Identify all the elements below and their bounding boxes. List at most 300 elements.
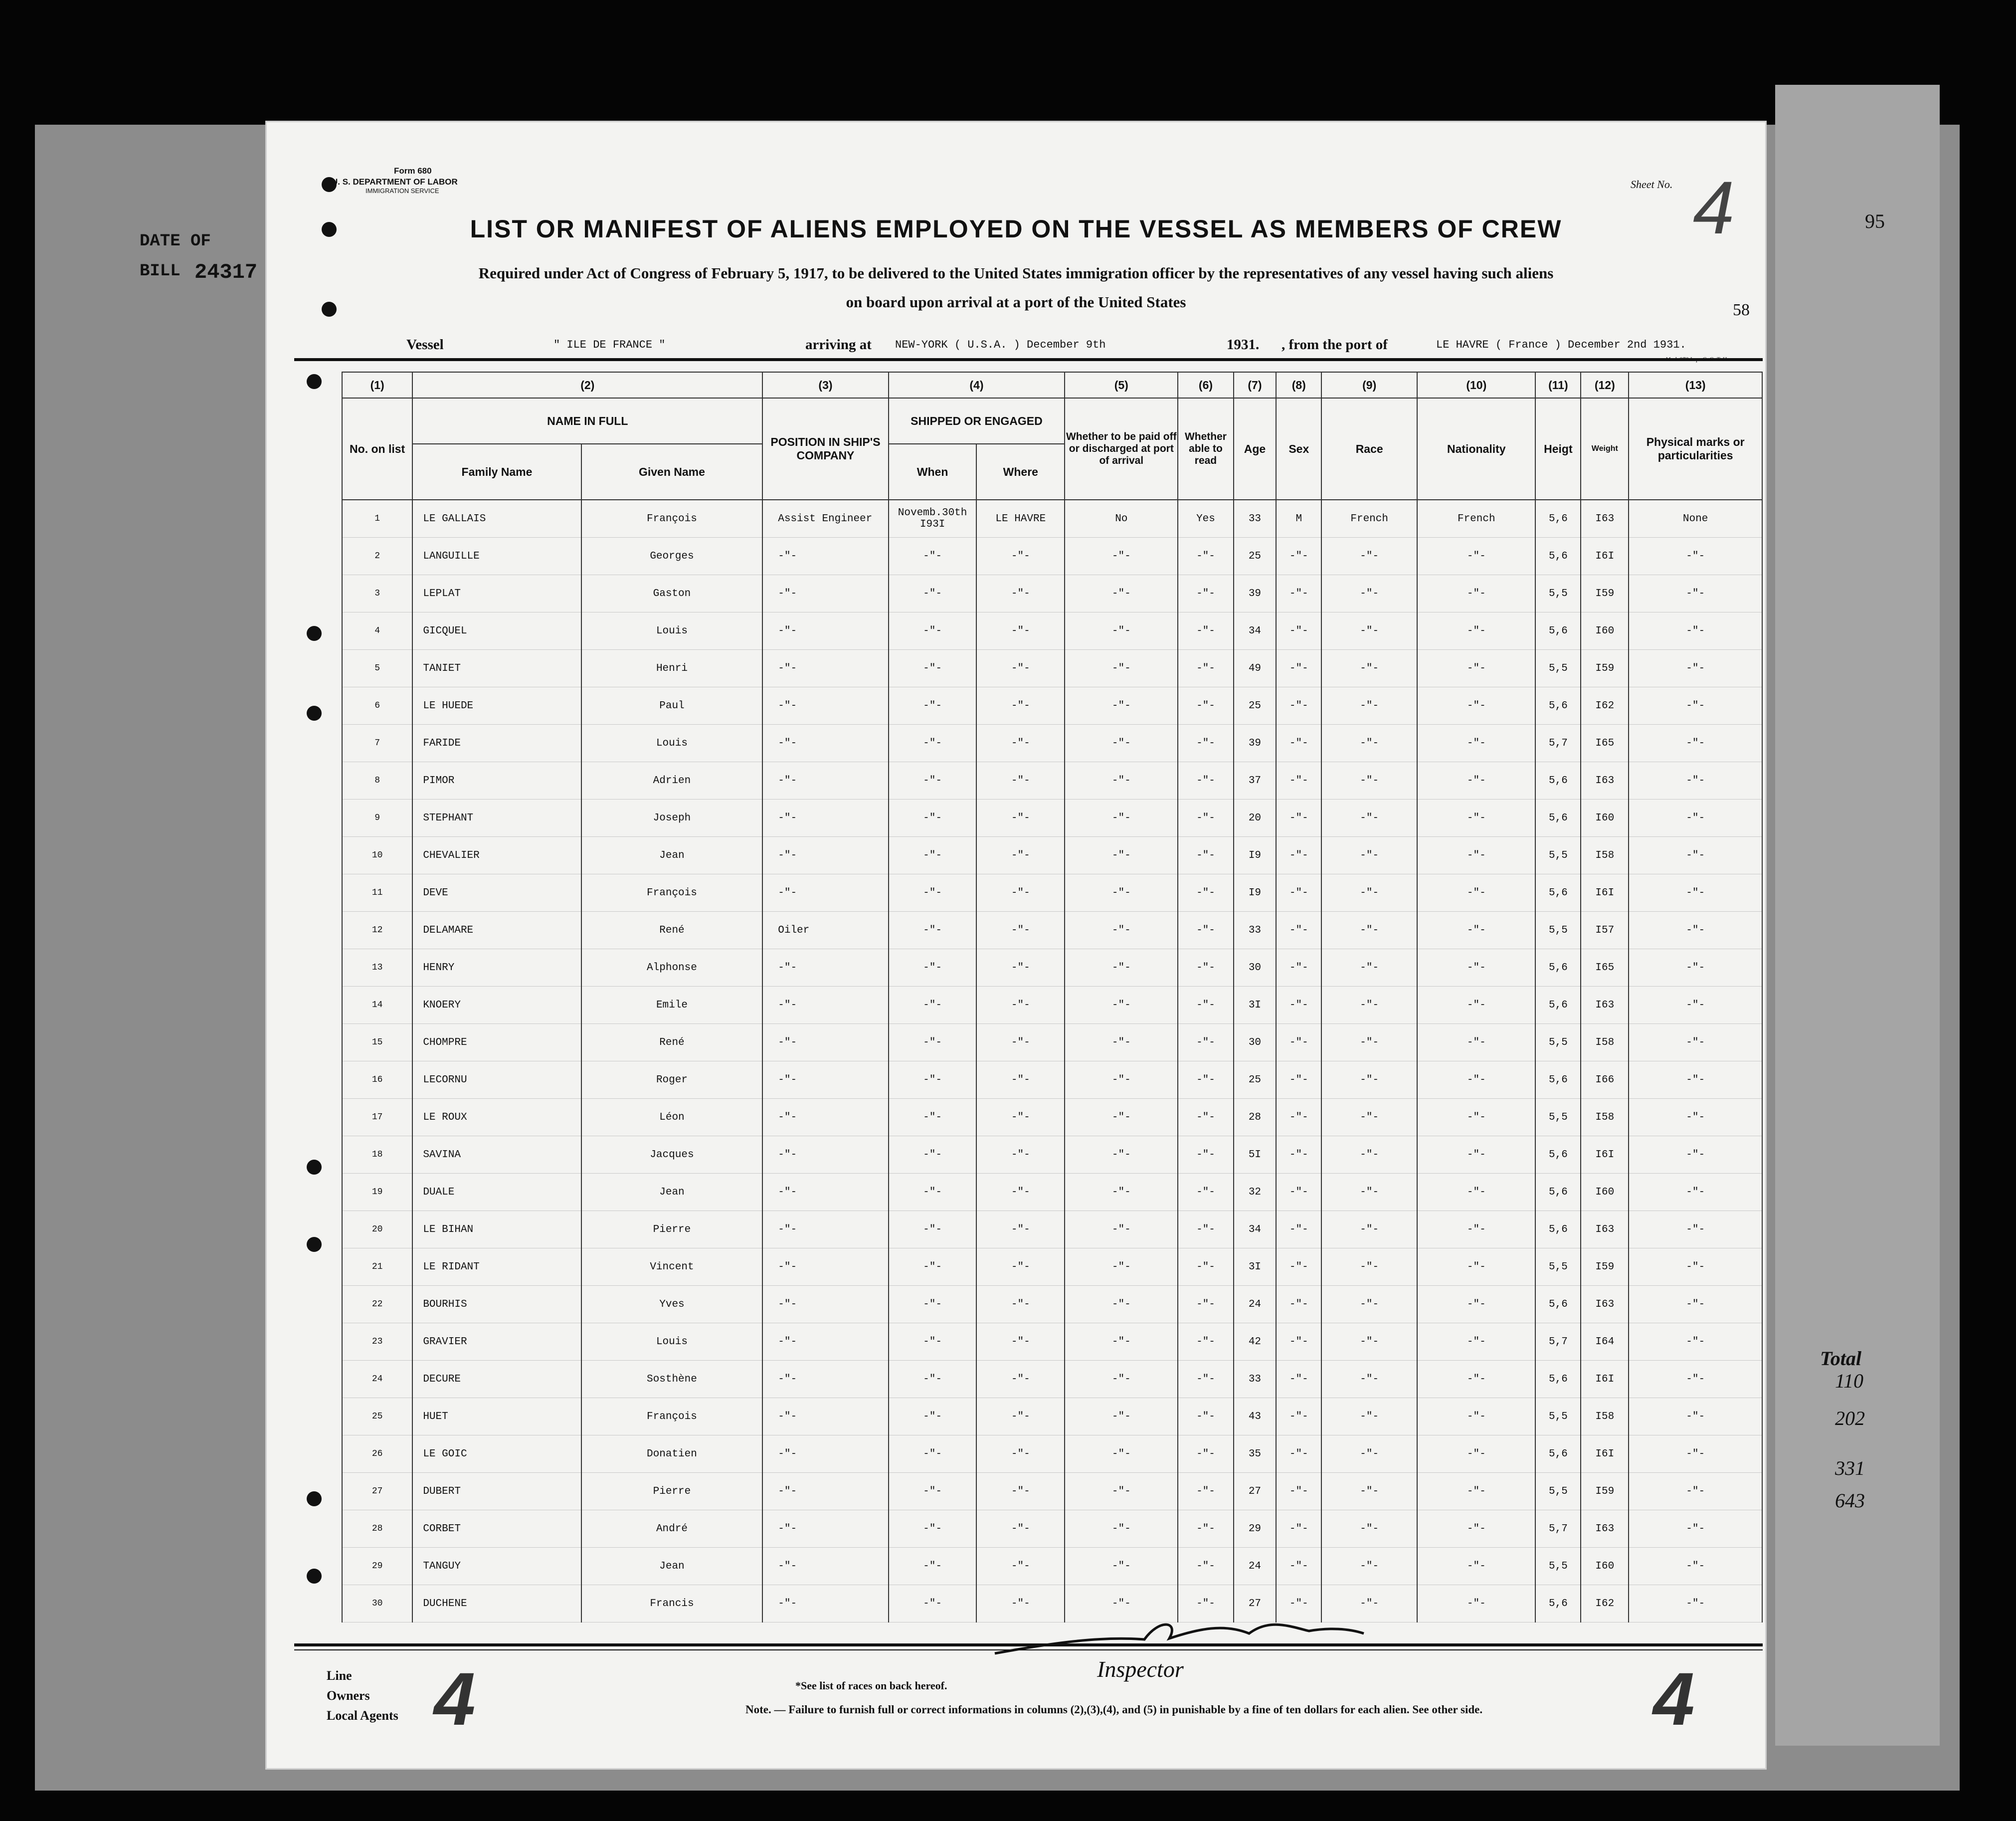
age-cell: 33: [1234, 912, 1277, 949]
sex-cell: M: [1276, 500, 1321, 538]
given-name-cell: Jacques: [581, 1136, 763, 1174]
col-7-num: (7): [1234, 372, 1277, 398]
race-cell: -"-: [1321, 725, 1417, 762]
height-cell: 5,5: [1535, 1398, 1581, 1435]
table-row: [294, 1435, 1762, 1473]
age-cell: 35: [1234, 1435, 1277, 1473]
shipped-where-cell: -"-: [976, 949, 1065, 987]
shipped-when-cell: -"-: [889, 874, 977, 912]
nationality-cell: -"-: [1417, 1248, 1535, 1286]
col-shipped-header: SHIPPED OR ENGAGED: [889, 398, 1065, 444]
row-margin: [294, 1473, 342, 1510]
table-row: [294, 1398, 1762, 1435]
family-name-cell: LE ROUX: [412, 1099, 581, 1136]
paid-off-cell: -"-: [1065, 1510, 1178, 1548]
sex-cell: -"-: [1276, 1248, 1321, 1286]
row-number-cell: 8: [342, 762, 412, 800]
shipped-when-cell: -"-: [889, 538, 977, 575]
table-row: [294, 1473, 1762, 1510]
row-margin: [294, 1061, 342, 1099]
sex-cell: -"-: [1276, 1211, 1321, 1248]
sex-cell: -"-: [1276, 1174, 1321, 1211]
shipped-when-cell: -"-: [889, 1099, 977, 1136]
race-cell: -"-: [1321, 1024, 1417, 1061]
age-cell: 24: [1234, 1286, 1277, 1323]
row-margin: [294, 1286, 342, 1323]
position-cell: -"-: [762, 687, 888, 725]
height-cell: 5,6: [1535, 538, 1581, 575]
physical-marks-cell: -"-: [1629, 762, 1762, 800]
table-row: [294, 650, 1762, 687]
able-to-read-cell: -"-: [1178, 987, 1233, 1024]
height-cell: 5,7: [1535, 1510, 1581, 1548]
paid-off-cell: -"-: [1065, 1174, 1178, 1211]
table-row: [294, 837, 1762, 874]
requirement-line-1: Required under Act of Congress of February 5, 1917, to be delivered to the United States immigration officer by the representatives of any vessel having such aliens: [478, 264, 1554, 282]
row-number-cell: 3: [342, 575, 412, 612]
physical-marks-cell: -"-: [1629, 1061, 1762, 1099]
physical-marks-cell: -"-: [1629, 538, 1762, 575]
shipped-where-cell: -"-: [976, 1099, 1065, 1136]
row-margin: [294, 987, 342, 1024]
weight-cell: I58: [1581, 1398, 1629, 1435]
position-cell: -"-: [762, 1323, 888, 1361]
position-cell: -"-: [762, 1473, 888, 1510]
row-margin: [294, 762, 342, 800]
sex-cell: -"-: [1276, 1323, 1321, 1361]
age-cell: 39: [1234, 575, 1277, 612]
table-row: [294, 1361, 1762, 1398]
row-number-cell: 13: [342, 949, 412, 987]
given-name-cell: Henri: [581, 650, 763, 687]
family-name-cell: LE GALLAIS: [412, 500, 581, 538]
requirement-line-2: on board upon arrival at a port of the United States: [846, 293, 1186, 311]
race-cell: -"-: [1321, 1398, 1417, 1435]
nationality-cell: -"-: [1417, 1099, 1535, 1136]
family-name-cell: BOURHIS: [412, 1286, 581, 1323]
shipped-where-cell: -"-: [976, 1398, 1065, 1435]
position-cell: -"-: [762, 1024, 888, 1061]
position-cell: -"-: [762, 874, 888, 912]
page-title: LIST OR MANIFEST OF ALIENS EMPLOYED ON THE VESSEL AS MEMBERS OF CREW: [470, 215, 1562, 243]
given-name-cell: Paul: [581, 687, 763, 725]
shipped-where-cell: -"-: [976, 762, 1065, 800]
nationality-cell: -"-: [1417, 1398, 1535, 1435]
paid-off-cell: -"-: [1065, 762, 1178, 800]
height-cell: 5,5: [1535, 575, 1581, 612]
sex-cell: -"-: [1276, 987, 1321, 1024]
row-number-cell: 24: [342, 1361, 412, 1398]
physical-marks-cell: None: [1629, 500, 1762, 538]
page-number: 95: [1865, 210, 1885, 232]
race-cell: -"-: [1321, 1435, 1417, 1473]
age-cell: 32: [1234, 1174, 1277, 1211]
col-when-header: When: [889, 444, 977, 500]
nationality-cell: -"-: [1417, 912, 1535, 949]
race-cell: -"-: [1321, 612, 1417, 650]
weight-cell: I63: [1581, 1510, 1629, 1548]
paid-off-cell: -"-: [1065, 1435, 1178, 1473]
able-to-read-cell: -"-: [1178, 874, 1233, 912]
paid-off-cell: -"-: [1065, 538, 1178, 575]
family-name-cell: SAVINA: [412, 1136, 581, 1174]
physical-marks-cell: -"-: [1629, 1099, 1762, 1136]
age-cell: 34: [1234, 612, 1277, 650]
bill-stamp-label: BILL: [140, 262, 181, 281]
family-name-cell: LECORNU: [412, 1061, 581, 1099]
sex-cell: -"-: [1276, 1548, 1321, 1585]
nationality-cell: -"-: [1417, 1286, 1535, 1323]
shipped-where-cell: -"-: [976, 1136, 1065, 1174]
race-cell: -"-: [1321, 1323, 1417, 1361]
paid-off-cell: -"-: [1065, 1024, 1178, 1061]
weight-cell: I59: [1581, 650, 1629, 687]
paid-off-cell: -"-: [1065, 874, 1178, 912]
given-name-cell: Jean: [581, 1174, 763, 1211]
row-number-cell: 10: [342, 837, 412, 874]
col-age-header: Age: [1234, 398, 1277, 500]
given-name-cell: François: [581, 874, 763, 912]
race-cell: -"-: [1321, 1473, 1417, 1510]
paid-off-cell: -"-: [1065, 1548, 1178, 1585]
position-cell: -"-: [762, 1099, 888, 1136]
age-cell: 27: [1234, 1473, 1277, 1510]
race-cell: -"-: [1321, 1174, 1417, 1211]
col-13-num: (13): [1629, 372, 1762, 398]
physical-marks-cell: -"-: [1629, 1174, 1762, 1211]
corner-number: 58: [1733, 301, 1750, 319]
position-cell: -"-: [762, 1061, 888, 1099]
table-row: [294, 687, 1762, 725]
col-where-header: Where: [976, 444, 1065, 500]
able-to-read-cell: -"-: [1178, 837, 1233, 874]
physical-marks-cell: -"-: [1629, 987, 1762, 1024]
row-margin: [294, 1174, 342, 1211]
age-cell: 43: [1234, 1398, 1277, 1435]
shipped-when-cell: Novemb.30th I93I: [889, 500, 977, 538]
able-to-read-cell: -"-: [1178, 1585, 1233, 1622]
paid-off-cell: -"-: [1065, 1286, 1178, 1323]
shipped-where-cell: -"-: [976, 575, 1065, 612]
col-5-num: (5): [1065, 372, 1178, 398]
col-name-header: NAME IN FULL: [412, 398, 762, 444]
row-margin: [294, 1323, 342, 1361]
table-row: [294, 1136, 1762, 1174]
shipped-where-cell: -"-: [976, 837, 1065, 874]
paid-off-cell: -"-: [1065, 575, 1178, 612]
row-number-cell: 16: [342, 1061, 412, 1099]
col-read-header: Whether able to read: [1178, 398, 1233, 500]
age-cell: I9: [1234, 874, 1277, 912]
weight-cell: I66: [1581, 1061, 1629, 1099]
family-name-cell: KNOERY: [412, 987, 581, 1024]
age-cell: 28: [1234, 1099, 1277, 1136]
row-margin: [294, 1435, 342, 1473]
row-margin: [294, 1510, 342, 1548]
sex-cell: -"-: [1276, 1398, 1321, 1435]
able-to-read-cell: -"-: [1178, 1323, 1233, 1361]
weight-cell: I62: [1581, 687, 1629, 725]
weight-cell: I64: [1581, 1323, 1629, 1361]
able-to-read-cell: -"-: [1178, 1099, 1233, 1136]
height-cell: 5,6: [1535, 1136, 1581, 1174]
family-name-cell: DELAMARE: [412, 912, 581, 949]
able-to-read-cell: -"-: [1178, 612, 1233, 650]
row-number-cell: 11: [342, 874, 412, 912]
weight-cell: I58: [1581, 837, 1629, 874]
row-number-cell: 23: [342, 1323, 412, 1361]
shipped-when-cell: -"-: [889, 612, 977, 650]
shipped-when-cell: -"-: [889, 800, 977, 837]
sex-cell: -"-: [1276, 837, 1321, 874]
row-margin: [294, 1136, 342, 1174]
given-name-cell: Francis: [581, 1585, 763, 1622]
physical-marks-cell: -"-: [1629, 1548, 1762, 1585]
weight-cell: I57: [1581, 912, 1629, 949]
shipped-where-cell: -"-: [976, 650, 1065, 687]
shipped-when-cell: -"-: [889, 1174, 977, 1211]
race-cell: -"-: [1321, 837, 1417, 874]
nationality-cell: -"-: [1417, 687, 1535, 725]
age-cell: 29: [1234, 1510, 1277, 1548]
row-margin: [294, 837, 342, 874]
row-margin: [294, 687, 342, 725]
weight-cell: I59: [1581, 1473, 1629, 1510]
age-cell: 42: [1234, 1323, 1277, 1361]
shipped-where-cell: -"-: [976, 800, 1065, 837]
height-cell: 5,5: [1535, 912, 1581, 949]
age-cell: 49: [1234, 650, 1277, 687]
table-row: [294, 1248, 1762, 1286]
position-cell: -"-: [762, 1585, 888, 1622]
able-to-read-cell: -"-: [1178, 1248, 1233, 1286]
weight-cell: I60: [1581, 1174, 1629, 1211]
sheet-label: Sheet No.: [1631, 178, 1673, 191]
shipped-when-cell: -"-: [889, 1211, 977, 1248]
col-position-header: POSITION IN SHIP'S COMPANY: [762, 398, 888, 500]
shipped-when-cell: -"-: [889, 762, 977, 800]
vessel-label: Vessel: [406, 337, 444, 353]
sex-cell: -"-: [1276, 725, 1321, 762]
shipped-where-cell: -"-: [976, 987, 1065, 1024]
shipped-when-cell: -"-: [889, 650, 977, 687]
shipped-when-cell: -"-: [889, 1361, 977, 1398]
physical-marks-cell: -"-: [1629, 687, 1762, 725]
shipped-when-cell: -"-: [889, 575, 977, 612]
height-cell: 5,6: [1535, 1585, 1581, 1622]
height-cell: 5,7: [1535, 725, 1581, 762]
race-cell: -"-: [1321, 949, 1417, 987]
physical-marks-cell: -"-: [1629, 1398, 1762, 1435]
weight-cell: I63: [1581, 987, 1629, 1024]
family-name-cell: STEPHANT: [412, 800, 581, 837]
able-to-read-cell: -"-: [1178, 1286, 1233, 1323]
shipped-when-cell: -"-: [889, 1061, 977, 1099]
nationality-cell: -"-: [1417, 1435, 1535, 1473]
physical-marks-cell: -"-: [1629, 1211, 1762, 1248]
paid-off-cell: -"-: [1065, 949, 1178, 987]
physical-marks-cell: -"-: [1629, 800, 1762, 837]
family-name-cell: HENRY: [412, 949, 581, 987]
row-number-cell: 30: [342, 1585, 412, 1622]
shipped-when-cell: -"-: [889, 949, 977, 987]
row-number-cell: 25: [342, 1398, 412, 1435]
table-row: [294, 1099, 1762, 1136]
given-name-cell: Léon: [581, 1099, 763, 1136]
paid-off-cell: -"-: [1065, 650, 1178, 687]
sex-cell: -"-: [1276, 612, 1321, 650]
position-cell: -"-: [762, 1510, 888, 1548]
position-cell: -"-: [762, 1136, 888, 1174]
nationality-cell: -"-: [1417, 1361, 1535, 1398]
col-6-num: (6): [1178, 372, 1233, 398]
physical-marks-cell: -"-: [1629, 837, 1762, 874]
able-to-read-cell: -"-: [1178, 687, 1233, 725]
given-name-cell: François: [581, 1398, 763, 1435]
shipped-where-cell: -"-: [976, 1435, 1065, 1473]
given-name-cell: Jean: [581, 1548, 763, 1585]
row-margin: [294, 1361, 342, 1398]
physical-marks-cell: -"-: [1629, 1248, 1762, 1286]
weight-cell: I58: [1581, 1099, 1629, 1136]
nationality-cell: -"-: [1417, 725, 1535, 762]
physical-marks-cell: -"-: [1629, 874, 1762, 912]
height-cell: 5,6: [1535, 1286, 1581, 1323]
age-cell: 24: [1234, 1548, 1277, 1585]
paid-off-cell: -"-: [1065, 1099, 1178, 1136]
able-to-read-cell: -"-: [1178, 800, 1233, 837]
row-number-cell: 17: [342, 1099, 412, 1136]
family-name-cell: CHEVALIER: [412, 837, 581, 874]
row-margin: [294, 949, 342, 987]
physical-marks-cell: -"-: [1629, 949, 1762, 987]
position-cell: Oiler: [762, 912, 888, 949]
age-cell: 25: [1234, 1061, 1277, 1099]
sex-cell: -"-: [1276, 1435, 1321, 1473]
height-cell: 5,6: [1535, 1361, 1581, 1398]
position-cell: -"-: [762, 949, 888, 987]
weight-cell: I6I: [1581, 1361, 1629, 1398]
given-name-cell: Sosthène: [581, 1361, 763, 1398]
physical-marks-cell: -"-: [1629, 1024, 1762, 1061]
nationality-cell: French: [1417, 500, 1535, 538]
shipped-where-cell: -"-: [976, 687, 1065, 725]
paid-off-cell: -"-: [1065, 1248, 1178, 1286]
shipped-when-cell: -"-: [889, 837, 977, 874]
race-cell: -"-: [1321, 987, 1417, 1024]
line-mark-right: 4: [1653, 1657, 1695, 1741]
family-name-cell: TANIET: [412, 650, 581, 687]
date-stamp-label: DATE OF: [140, 232, 211, 251]
paid-off-cell: -"-: [1065, 837, 1178, 874]
family-name-cell: CHOMPRE: [412, 1024, 581, 1061]
nationality-cell: -"-: [1417, 1174, 1535, 1211]
height-cell: 5,6: [1535, 987, 1581, 1024]
col-marks-header: Physical marks or particularities: [1629, 398, 1762, 500]
able-to-read-cell: -"-: [1178, 538, 1233, 575]
family-name-cell: FARIDE: [412, 725, 581, 762]
age-cell: 33: [1234, 1361, 1277, 1398]
weight-cell: I62: [1581, 1585, 1629, 1622]
shipped-where-cell: -"-: [976, 1473, 1065, 1510]
nationality-cell: -"-: [1417, 1211, 1535, 1248]
row-number-cell: 26: [342, 1435, 412, 1473]
nationality-cell: -"-: [1417, 874, 1535, 912]
family-name-cell: DECURE: [412, 1361, 581, 1398]
table-row: [294, 874, 1762, 912]
family-name-cell: LE HUEDE: [412, 687, 581, 725]
row-margin: [294, 874, 342, 912]
row-number-cell: 2: [342, 538, 412, 575]
height-cell: 5,5: [1535, 1248, 1581, 1286]
race-cell: -"-: [1321, 1548, 1417, 1585]
row-margin: [294, 650, 342, 687]
physical-marks-cell: -"-: [1629, 1136, 1762, 1174]
form-dept: U. S. DEPARTMENT OF LABOR: [332, 177, 458, 187]
tally-value-4: 643: [1835, 1489, 1865, 1512]
row-number-cell: 4: [342, 612, 412, 650]
family-name-cell: TANGUY: [412, 1548, 581, 1585]
position-cell: -"-: [762, 762, 888, 800]
nationality-cell: -"-: [1417, 949, 1535, 987]
row-margin: [294, 1024, 342, 1061]
row-number-cell: 18: [342, 1136, 412, 1174]
paid-off-cell: -"-: [1065, 687, 1178, 725]
row-margin: [294, 1211, 342, 1248]
shipped-where-cell: -"-: [976, 1211, 1065, 1248]
race-cell: French: [1321, 500, 1417, 538]
row-number-cell: 14: [342, 987, 412, 1024]
height-cell: 5,5: [1535, 1548, 1581, 1585]
given-name-cell: Donatien: [581, 1435, 763, 1473]
family-name-cell: LEPLAT: [412, 575, 581, 612]
bill-number: 24317: [194, 260, 258, 284]
age-cell: 25: [1234, 538, 1277, 575]
nationality-cell: -"-: [1417, 1024, 1535, 1061]
nationality-cell: -"-: [1417, 538, 1535, 575]
table-row: [294, 612, 1762, 650]
race-cell: -"-: [1321, 1286, 1417, 1323]
col-9-num: (9): [1321, 372, 1417, 398]
sex-cell: -"-: [1276, 650, 1321, 687]
physical-marks-cell: -"-: [1629, 575, 1762, 612]
given-name-cell: Pierre: [581, 1211, 763, 1248]
sex-cell: -"-: [1276, 1510, 1321, 1548]
nationality-cell: -"-: [1417, 987, 1535, 1024]
sex-cell: -"-: [1276, 874, 1321, 912]
row-margin: [294, 612, 342, 650]
height-cell: 5,6: [1535, 1174, 1581, 1211]
manifest-table: [294, 372, 1763, 1622]
row-number-cell: 19: [342, 1174, 412, 1211]
row-number-cell: 29: [342, 1548, 412, 1585]
age-cell: 3I: [1234, 987, 1277, 1024]
position-cell: -"-: [762, 575, 888, 612]
sex-cell: -"-: [1276, 1061, 1321, 1099]
sex-cell: -"-: [1276, 1024, 1321, 1061]
paid-off-cell: -"-: [1065, 1136, 1178, 1174]
race-cell: -"-: [1321, 800, 1417, 837]
shipped-when-cell: -"-: [889, 1248, 977, 1286]
shipped-when-cell: -"-: [889, 1510, 977, 1548]
sex-cell: -"-: [1276, 538, 1321, 575]
row-margin: [294, 912, 342, 949]
given-name-cell: Louis: [581, 725, 763, 762]
position-cell: -"-: [762, 837, 888, 874]
race-cell: -"-: [1321, 1136, 1417, 1174]
able-to-read-cell: -"-: [1178, 912, 1233, 949]
family-name-cell: HUET: [412, 1398, 581, 1435]
